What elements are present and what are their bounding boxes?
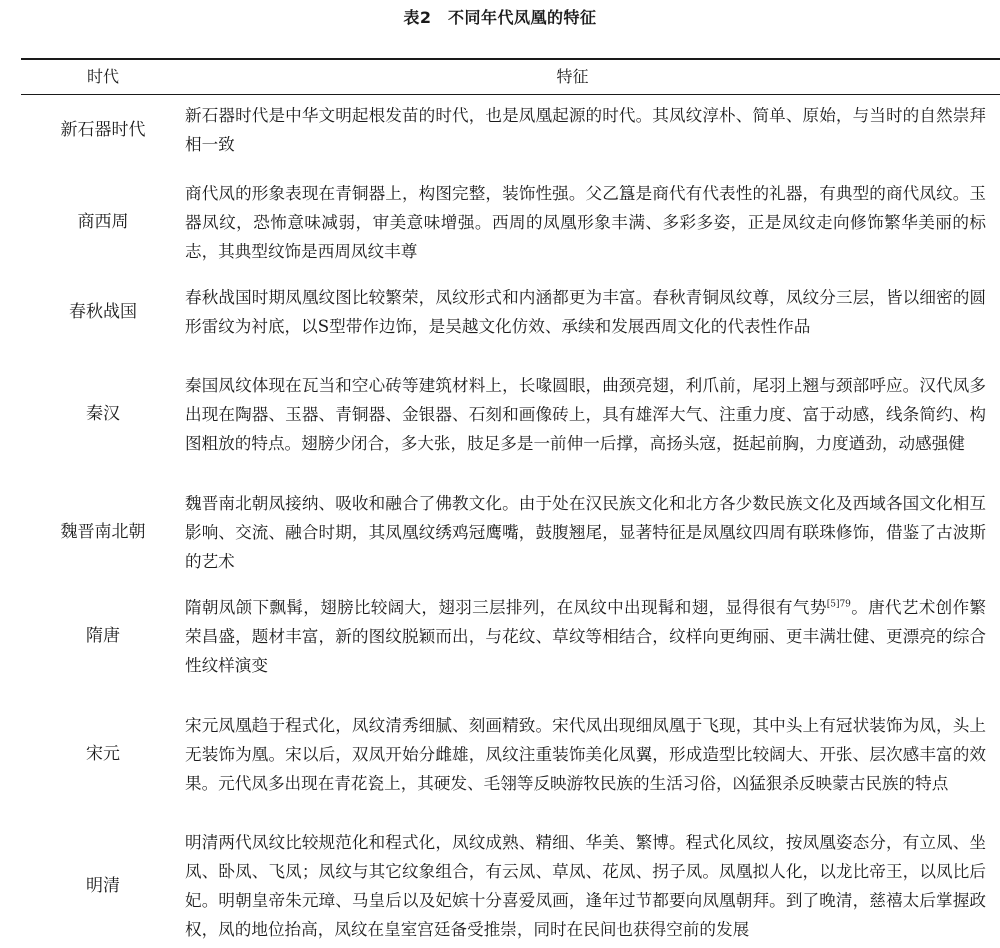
header-era: 时代 [86, 67, 119, 86]
table-header-row [21, 60, 1000, 95]
feature-text-part: 。唐代艺术创作繁荣昌盛，题材丰富，新的图纹脱颖而出，与花纹、草纹等相结合，纹样向更绚丽、更丰满壮健、更漂亮的综合性纹样演变 [185, 597, 987, 675]
feature-cell: 明清两代凤纹比较规范化和程式化，凤纹成熟、精细、华美、繁博。程式化凤纹，按凤凰姿态分，有立凤、坐凤、卧凤、飞凤；凤纹与其它纹象组合，有云凤、草凤、花凤、拐子凤。凤凰拟人化，以龙比帝王，以凤比后妃。明朝皇帝朱元璋、马皇后以及妃嫔十分喜爱凤画，逢年过节都要向凤凰朝拜。到了晚清，慈禧太后掌握政权，凤的地位抬高，凤纹在皇室宫廷备受推崇，同时在民间也获得空前的发展 [185, 833, 986, 939]
header-feature: 特征 [556, 67, 589, 86]
feature-cell: 新石器时代是中华文明起根发苗的时代，也是凤凰起源的时代。其凤纹淳朴、简单、原始，与当时的自然崇拜相一致 [185, 106, 986, 154]
feature-cell [185, 593, 1000, 680]
era-cell: 魏晋南北朝 [60, 522, 146, 542]
phoenix-features-table [21, 58, 1000, 948]
table-caption: 表2 不同年代凤凰的特征 [403, 8, 597, 27]
era-cell: 商西周 [77, 212, 129, 232]
table-row [21, 692, 1000, 816]
table-row [21, 172, 1000, 272]
table-row [21, 484, 1000, 580]
table-row [21, 280, 1000, 344]
feature-cell: 春秋战国时期凤凰纹图比较繁荣，凤纹形式和内涵都更为丰富。春秋青铜凤纹尊，凤纹分三层，皆以细密的圆形雷纹为衬底，以S型带作边饰，是吴越文化仿效、承续和发展西周文化的代表性作品 [185, 288, 986, 336]
feature-cell: 商代凤的形象表现在青铜器上，构图完整，装饰性强。父乙簋是商代有代表性的礼器，有典型的商代凤纹。玉器凤纹，恐怖意味减弱，审美意味增强。西周的凤凰形象丰满、多彩多姿，正是凤纹走向修饰繁华美丽的标志，其典型纹饰是西周凤纹丰尊 [185, 183, 986, 261]
table-row [21, 100, 1000, 160]
era-cell: 宋元 [86, 744, 120, 764]
feature-cell: 秦国凤纹体现在瓦当和空心砖等建筑材料上，长喙圆眼，曲颈亮翅，利爪前，尾羽上翘与颈部呼应。汉代凤多出现在陶器、玉器、青铜器、金银器、石刻和画像砖上，具有雄浑大气、注重力度、富于动感，线条简约、构图粗放的特点。翅膀少闭合，多大张，肢足多是一前伸一后撑，高扬头寇，挺起前胸，力度遒劲，动感强健 [185, 375, 986, 453]
era-cell: 隋唐 [86, 626, 120, 646]
era-cell: 新石器时代 [60, 120, 146, 140]
citation-superscript: [5]79 [826, 598, 851, 609]
feature-cell: 宋元凤凰趋于程式化，凤纹清秀细腻、刻画精致。宋代凤出现细凤凰于飞现，其中头上有冠状装饰为凤，头上无装饰为凰。宋以后，双凤开始分雌雄，凤纹注重装饰美化凤翼，形成造型比较阔大、开张、层次感丰富的效果。元代凤多出现在青花瓷上，其硬发、毛翎等反映游牧民族的生活习俗，凶猛狠杀反映蒙古民族的特点 [185, 715, 986, 793]
feature-text-part: 隋朝凤颌下飘髯，翅膀比较阔大，翅羽三层排列，在凤纹中出现髯和翅，显得很有气势 [185, 597, 827, 617]
table-row [21, 588, 1000, 684]
feature-cell: 魏晋南北朝凤接纳、吸收和融合了佛教文化。由于处在汉民族文化和北方各少数民族文化及西域各国文化相互影响、交流、融合时期，其凤凰纹绣鸡冠鹰嘴，鼓腹翘尾，显著特征是凤凰纹四周有联珠修饰，借鉴了古波斯的艺术 [185, 493, 986, 571]
era-cell: 秦汉 [86, 404, 120, 424]
table-row [21, 352, 1000, 476]
era-cell: 明清 [86, 876, 120, 896]
table-row [21, 824, 1000, 948]
era-cell: 春秋战国 [69, 302, 137, 322]
